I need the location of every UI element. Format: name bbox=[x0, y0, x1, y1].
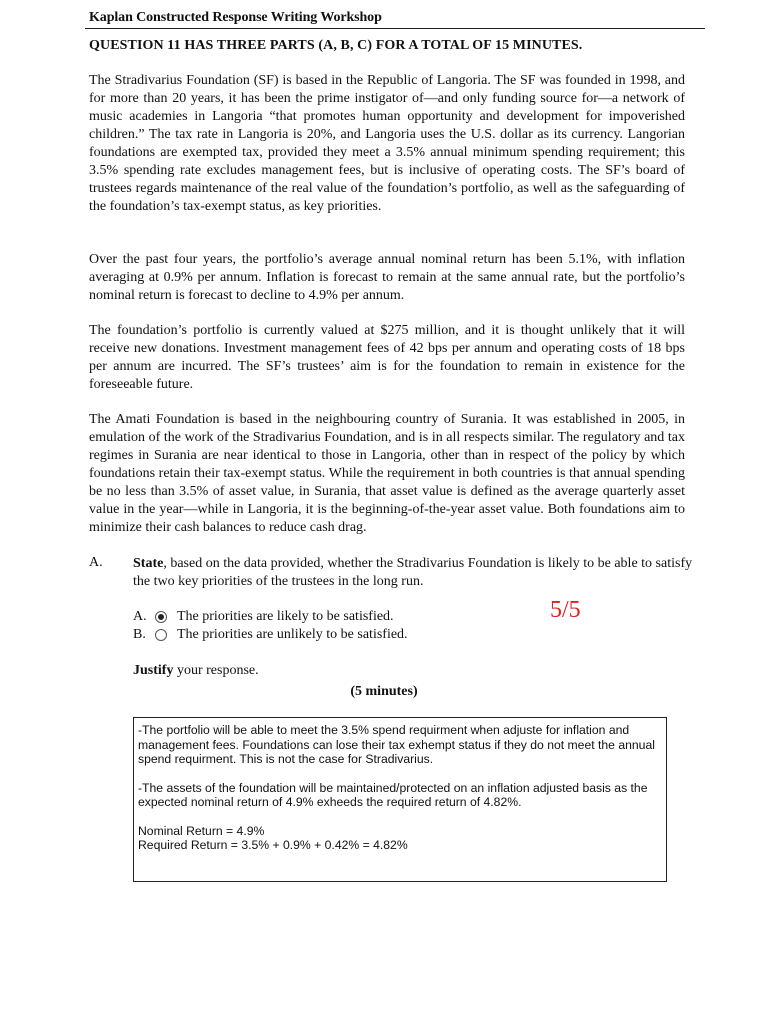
radio-selected-dot bbox=[158, 614, 164, 620]
option-a[interactable] bbox=[133, 608, 394, 626]
answer-line-1: -The portfolio will be able to meet the 3.5% spend requirment when adjuste for inflation and management fees. Foundations can lose their tax exhempt status if they do not meet the annual spend requirment. This is not the case for Stradivarius. bbox=[138, 723, 655, 766]
option-b-label: The priorities are unlikely to be satisfied. bbox=[177, 627, 408, 642]
option-b-letter: B. bbox=[133, 627, 146, 642]
answer-line-2: -The assets of the foundation will be maintained/protected on an inflation adjusted basis as the expected nominal return of 4.9% exheeds the required return of 4.82%. bbox=[138, 780, 648, 809]
justify-text: your response. bbox=[173, 663, 259, 678]
header-divider bbox=[85, 28, 705, 29]
option-a-letter: A. bbox=[133, 609, 147, 624]
score-annotation: 5/5 bbox=[550, 597, 581, 623]
option-a-radio[interactable] bbox=[155, 611, 167, 623]
case-paragraph-4: The Amati Foundation is based in the neighbouring country of Surania. It was established in 2005, in emulation of the work of the Stradivarius Foundation, and is in all respects similar. The regulatory and tax regimes in Surania are near identical to those in Langoria, other than in respect of the policy by which foundations retain their tax-exempt status. While the requirement in both countries is that annual spending be no less than 3.5% of asset value, in Surania, that asset value is defined as the average quarterly asset value in the year—while in Langoria, it is the beginning-of-the-year asset value. Both foundations aim to minimize their cash balances to reduce cash drag. bbox=[89, 412, 685, 535]
time-allocation: (5 minutes) bbox=[350, 684, 418, 699]
option-b[interactable] bbox=[133, 626, 408, 644]
prompt-keyword: State bbox=[133, 556, 164, 571]
justify-instruction bbox=[133, 663, 259, 679]
answer-line-3: Nominal Return = 4.9% bbox=[138, 823, 265, 838]
answer-box[interactable] bbox=[133, 717, 667, 882]
case-paragraph-1: The Stradivarius Foundation (SF) is based in the Republic of Langoria. The SF was founded in 1998, and for more than 20 years, it has been the prime instigator of—and only funding source for—a network of music academies in Langoria “that promotes human opportunity and development for impoverished children.” The tax rate in Langoria is 20%, and Langoria uses the U.S. dollar as its currency. Langorian foundations are exempted tax, provided they meet a 3.5% annual minimum spending requirement; this 3.5% spending rate excludes management fees, but is inclusive of operating costs. The SF’s board of trustees regards maintenance of the real value of the foundation’s portfolio, as well as the safeguarding of the foundation’s tax-exempt status, as key priorities. bbox=[89, 73, 685, 214]
part-a-letter: A. bbox=[89, 555, 103, 570]
prompt-text: , based on the data provided, whether the Stradivarius Foundation is likely to be able to satisfy the two key priorities of the trustees in the long run. bbox=[133, 556, 693, 589]
part-a-prompt bbox=[133, 555, 693, 591]
justify-keyword: Justify bbox=[133, 663, 174, 678]
case-paragraph-3: The foundation’s portfolio is currently valued at $275 million, and it is thought unlikely that it will receive new donations. Investment management fees of 42 bps per annum and operating costs of 18 bps per annum are incurred. The SF’s trustees’ aim is for the foundation to remain in existence for the foreseeable future. bbox=[89, 323, 685, 392]
answer-line-4: Required Return = 3.5% + 0.9% + 0.42% = 4.82% bbox=[138, 838, 408, 852]
document-header: Kaplan Constructed Response Writing Workshop bbox=[89, 10, 382, 25]
question-title: QUESTION 11 HAS THREE PARTS (A, B, C) FOR A TOTAL OF 15 MINUTES. bbox=[89, 38, 583, 53]
option-b-radio[interactable] bbox=[155, 629, 167, 641]
case-paragraph-2: Over the past four years, the portfolio’s average annual nominal return has been 5.1%, with inflation averaging at 0.9% per annum. Inflation is forecast to remain at the same annual rate, but the portfolio’s nominal return is forecast to decline to 4.9% per annum. bbox=[89, 252, 685, 303]
option-a-label: The priorities are likely to be satisfied. bbox=[177, 609, 394, 624]
